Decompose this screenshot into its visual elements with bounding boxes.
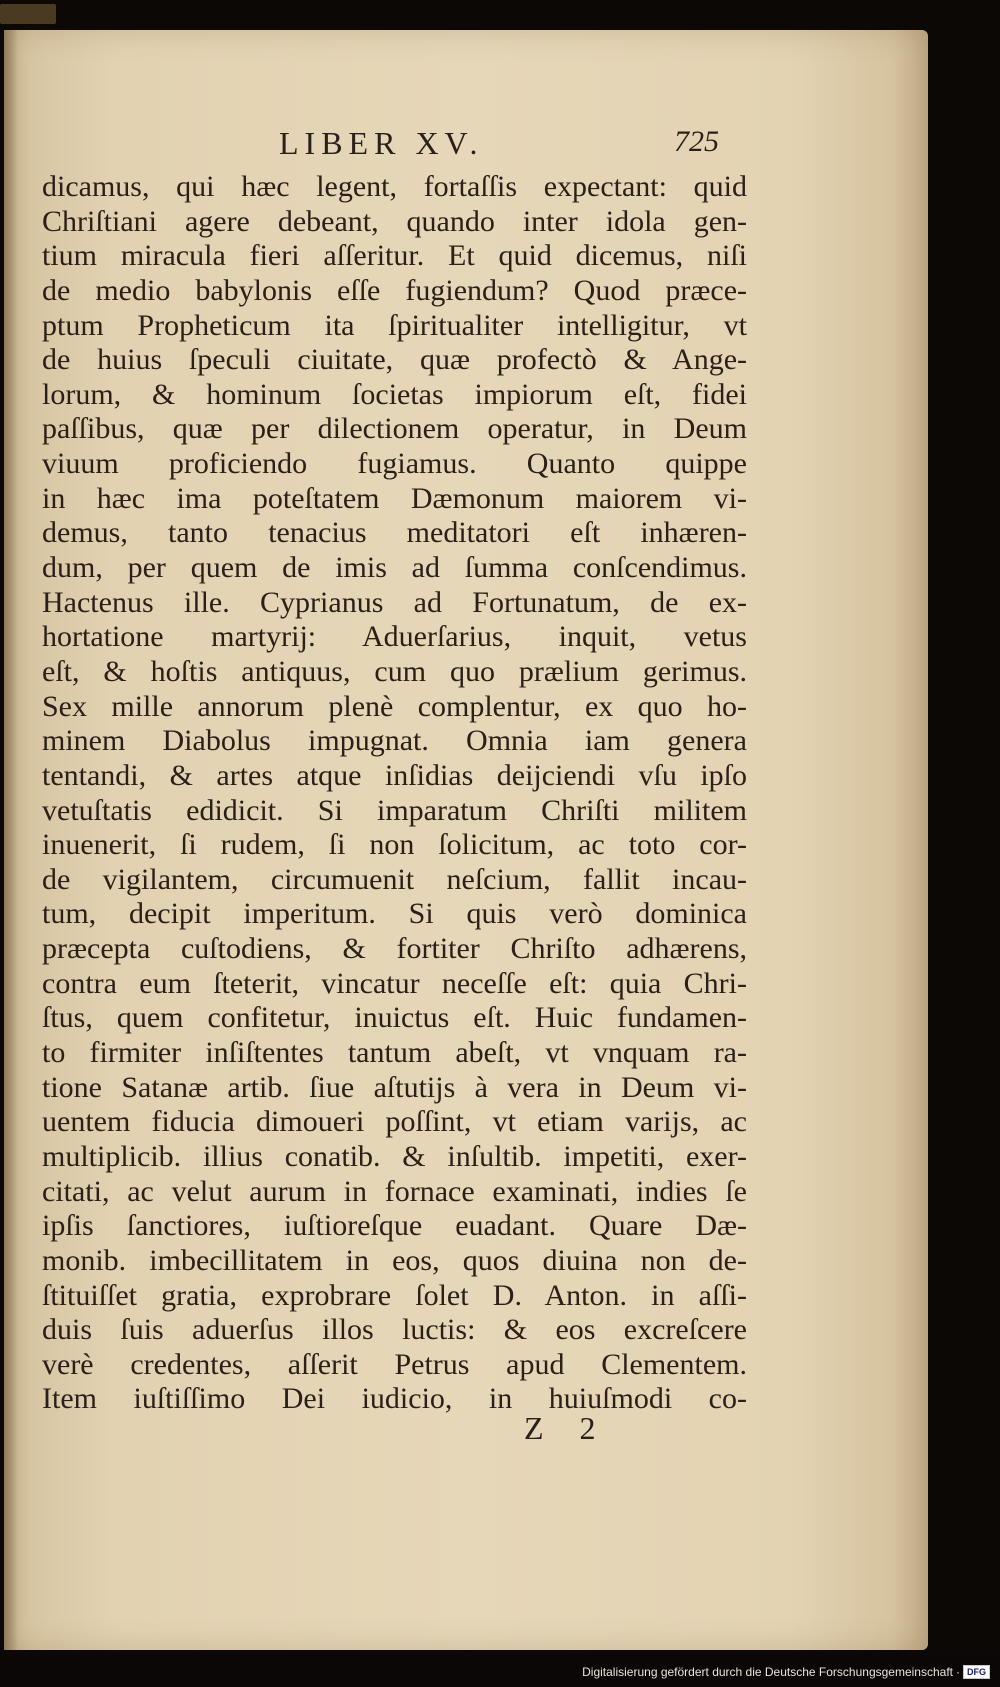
text-line: tium miracula fieri aſſeritur. Et quid dicemus, niſi (42, 239, 747, 273)
text-line: citati, ac velut aurum in fornace examinati, indies ſe (42, 1174, 747, 1208)
text-line: Item iuſtiſſimo Dei iudicio, in huiuſmodi co- (42, 1382, 747, 1416)
scan-tab-mark (0, 4, 56, 24)
text-line: duis ſuis aduerſus illos luctis: & eos excreſcere (42, 1313, 747, 1347)
text-line: ſtus, quem confitetur, inuictus eſt. Huic fundamen- (42, 1001, 747, 1035)
text-line: to firmiter inſiſtentes tantum abeſt, vt vnquam ra- (42, 1036, 747, 1070)
text-line: tum, decipit imperitum. Si quis verò dominica (42, 897, 747, 931)
text-line: demus, tanto tenacius meditatori eſt inhæren- (42, 516, 747, 550)
text-line: tentandi, & artes atque inſidias deijciendi vſu ipſo (42, 758, 747, 792)
text-line: eſt, & hoſtis antiquus, cum quo prælium gerimus. (42, 654, 747, 688)
text-line: monib. imbecillitatem in eos, quos diuina non de- (42, 1243, 747, 1277)
digitization-footer (582, 1665, 990, 1679)
text-line: de medio babylonis eſſe fugiendum? Quod præce- (42, 273, 747, 307)
text-line: paſſibus, quæ per dilectionem operatur, in Deum (42, 412, 747, 446)
text-line: multiplicib. illius conatib. & inſultib. impetiti, exer- (42, 1139, 747, 1173)
text-line: Sex mille annorum plenè complentur, ex quo ho- (42, 689, 747, 723)
page-gutter-shadow (4, 30, 18, 1650)
text-line: uentem fiducia dimoueri poſſint, vt etiam varijs, ac (42, 1105, 747, 1139)
text-line: ipſis ſanctiores, iuſtioreſque euadant. Quare Dæ- (42, 1209, 747, 1243)
page-number: 725 (674, 125, 719, 158)
text-line: dum, per quem de imis ad ſumma conſcendimus. (42, 551, 747, 585)
text-line: Chriſtiani agere debeant, quando inter idola gen- (42, 204, 747, 238)
body-text (42, 170, 747, 1417)
text-line: de huius ſpeculi ciuitate, quæ profectò & Ange- (42, 343, 747, 377)
text-line: vetuſtatis edidicit. Si imparatum Chriſti militem (42, 793, 747, 827)
footer-credit-text: Digitalisierung gefördert durch die Deutsche Forschungsgemeinschaft (582, 1665, 953, 1679)
text-line: Hactenus ille. Cyprianus ad Fortunatum, de ex- (42, 585, 747, 619)
text-line: tione Satanæ artib. ſiue aſtutijs à vera in Deum vi- (42, 1070, 747, 1104)
book-page (4, 30, 928, 1650)
text-line: verè credentes, aſſerit Petrus apud Clementem. (42, 1347, 747, 1381)
text-line: minem Diabolus impugnat. Omnia iam genera (42, 724, 747, 758)
running-head: LIBER XV. (279, 125, 484, 161)
text-line: præcepta cuſtodiens, & fortiter Chriſto adhærens, (42, 932, 747, 966)
text-line: hortatione martyrij: Aduerſarius, inquit, vetus (42, 620, 747, 654)
signature-mark: Z 2 (524, 1410, 610, 1446)
text-line: ptum Propheticum ita ſpiritualiter intelligitur, vt (42, 308, 747, 342)
footer-dash: · (956, 1665, 960, 1679)
text-line: inuenerit, ſi rudem, ſi non ſolicitum, ac toto cor- (42, 828, 747, 862)
text-line: viuum proficiendo fugiamus. Quanto quippe (42, 447, 747, 481)
text-line: in hæc ima poteſtatem Dæmonum maiorem vi- (42, 481, 747, 515)
text-line: ſtituiſſet gratia, exprobrare ſolet D. Anton. in aſſi- (42, 1278, 747, 1312)
text-line: lorum, & hominum ſocietas impiorum eſt, fidei (42, 377, 747, 411)
text-line: contra eum ſteterit, vincatur neceſſe eſt: quia Chri- (42, 966, 747, 1000)
dfg-logo: DFG (963, 1665, 990, 1679)
text-line: de vigilantem, circumuenit neſcium, fallit incau- (42, 862, 747, 896)
text-line: dicamus, qui hæc legent, fortaſſis expectant: quid (42, 170, 747, 203)
